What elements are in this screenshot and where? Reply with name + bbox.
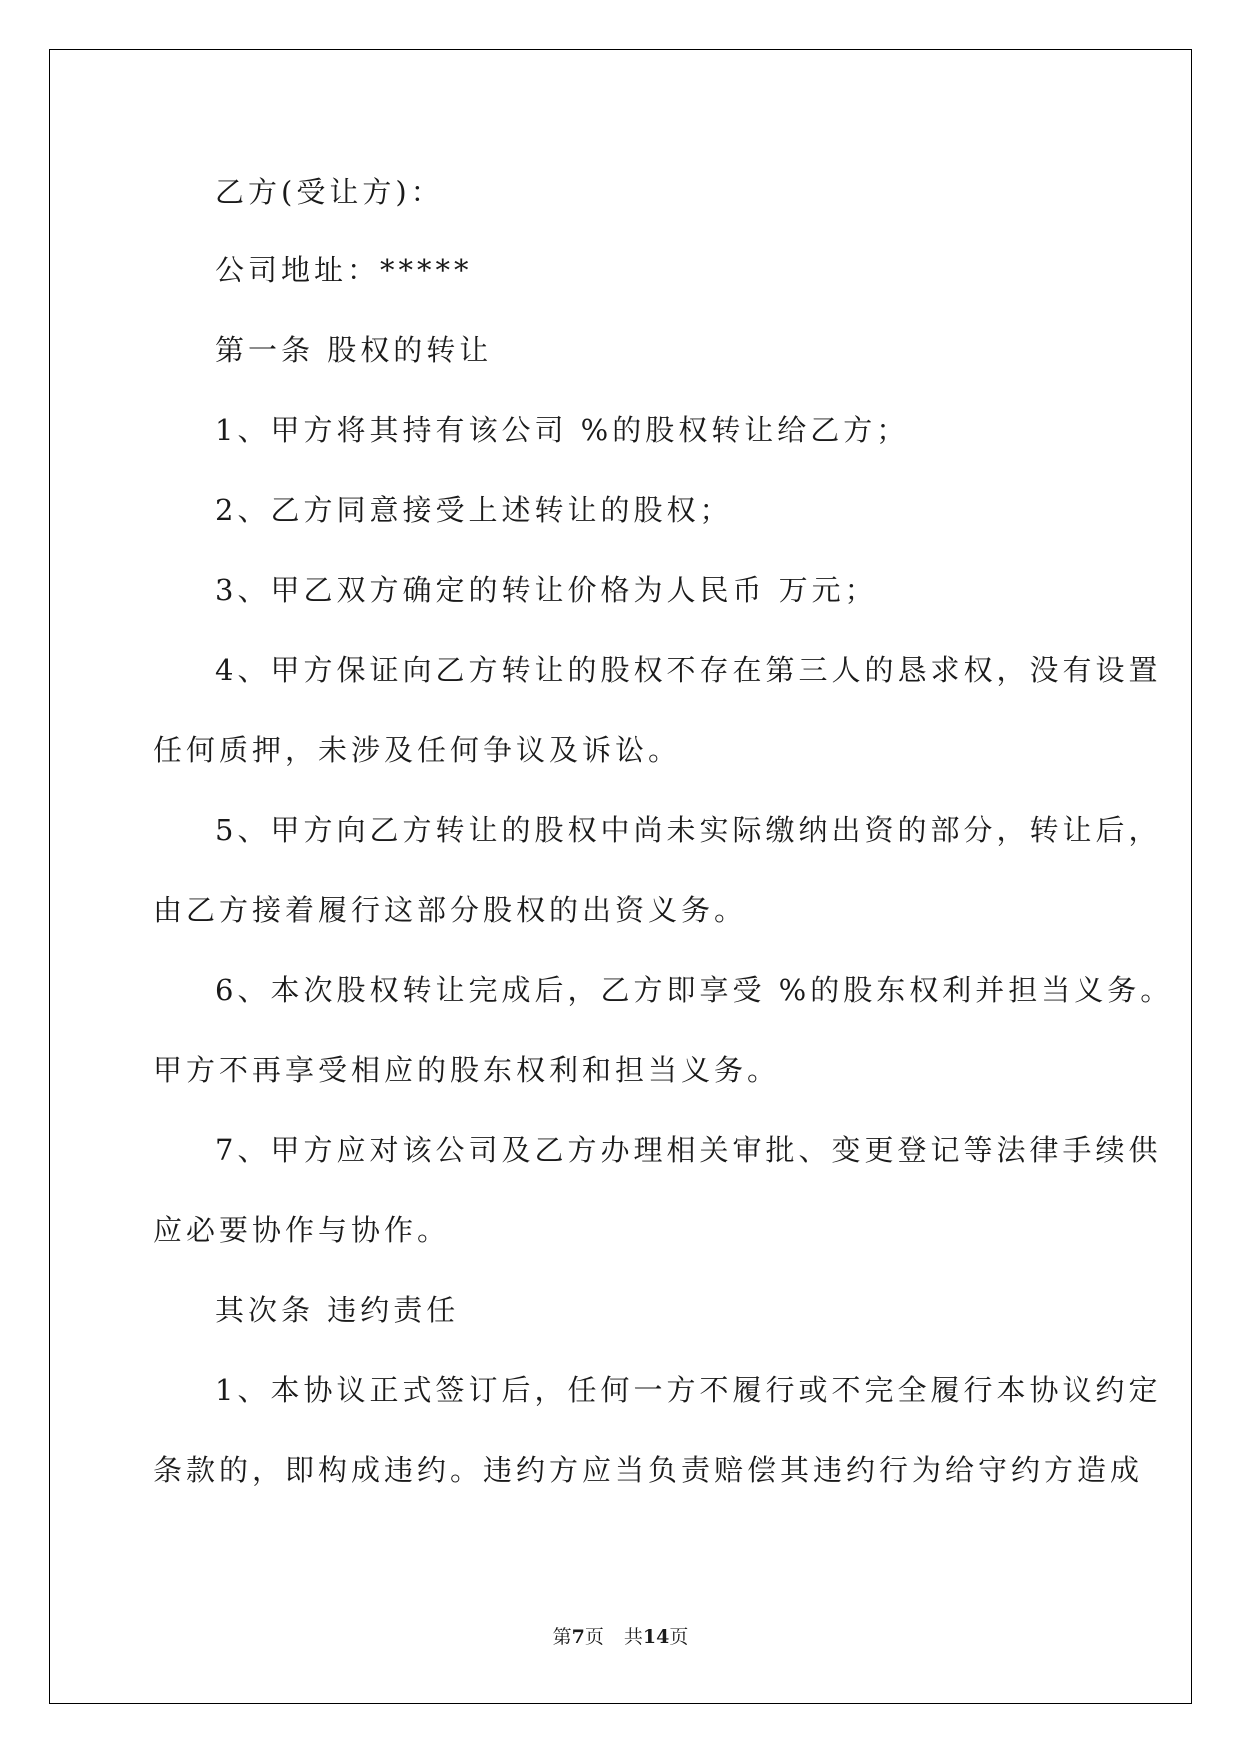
page-number: 7 [571,1626,585,1648]
article-1-clause-5-line-2: 由乙方接着履行这部分股权的出资义务。 [153,893,748,927]
article-1-clause-4-line-2: 任何质押，未涉及任何争议及诉讼。 [153,733,682,767]
article-1-clause-3: 3、甲乙双方确定的转让价格为人民币 万元； [215,573,878,607]
page-suffix: 页 [584,1626,604,1648]
total-prefix: 共 [623,1626,643,1648]
total-suffix: 页 [669,1626,689,1648]
article-2-clause-1-line-2: 条款的，即构成违约。违约方应当负责赔偿其违约行为给守约方造成 [153,1453,1144,1487]
article-1-clause-1: 1、甲方将其持有该公司 %的股权转让给乙方； [215,413,910,447]
article-1-clause-4-line-1: 4、甲方保证向乙方转让的股权不存在第三人的恳求权，没有设置 [215,653,1162,687]
article-1-clause-6-line-1: 6、本次股权转让完成后，乙方即享受 %的股东权利并担当义务。 [215,973,1174,1007]
party-b-heading: 乙方(受让方)： [215,175,444,209]
article-1-title: 第一条 股权的转让 [215,333,493,367]
company-address: 公司地址：***** [215,253,473,287]
page-footer [0,1625,1241,1649]
total-pages: 14 [642,1626,670,1648]
article-1-clause-6-line-2: 甲方不再享受相应的股东权利和担当义务。 [153,1053,781,1087]
article-1-clause-7-line-1: 7、甲方应对该公司及乙方办理相关审批、变更登记等法律手续供 [215,1133,1162,1167]
article-1-clause-7-line-2: 应必要协作与协作。 [153,1213,451,1247]
page-prefix: 第 [552,1626,572,1648]
article-2-title: 其次条 违约责任 [215,1293,460,1327]
article-1-clause-2: 2、乙方同意接受上述转让的股权； [215,493,733,527]
article-2-clause-1-line-1: 1、本协议正式签订后，任何一方不履行或不完全履行本协议约定 [215,1373,1162,1407]
article-1-clause-5-line-1: 5、甲方向乙方转让的股权中尚未实际缴纳出资的部分，转让后， [215,813,1162,847]
